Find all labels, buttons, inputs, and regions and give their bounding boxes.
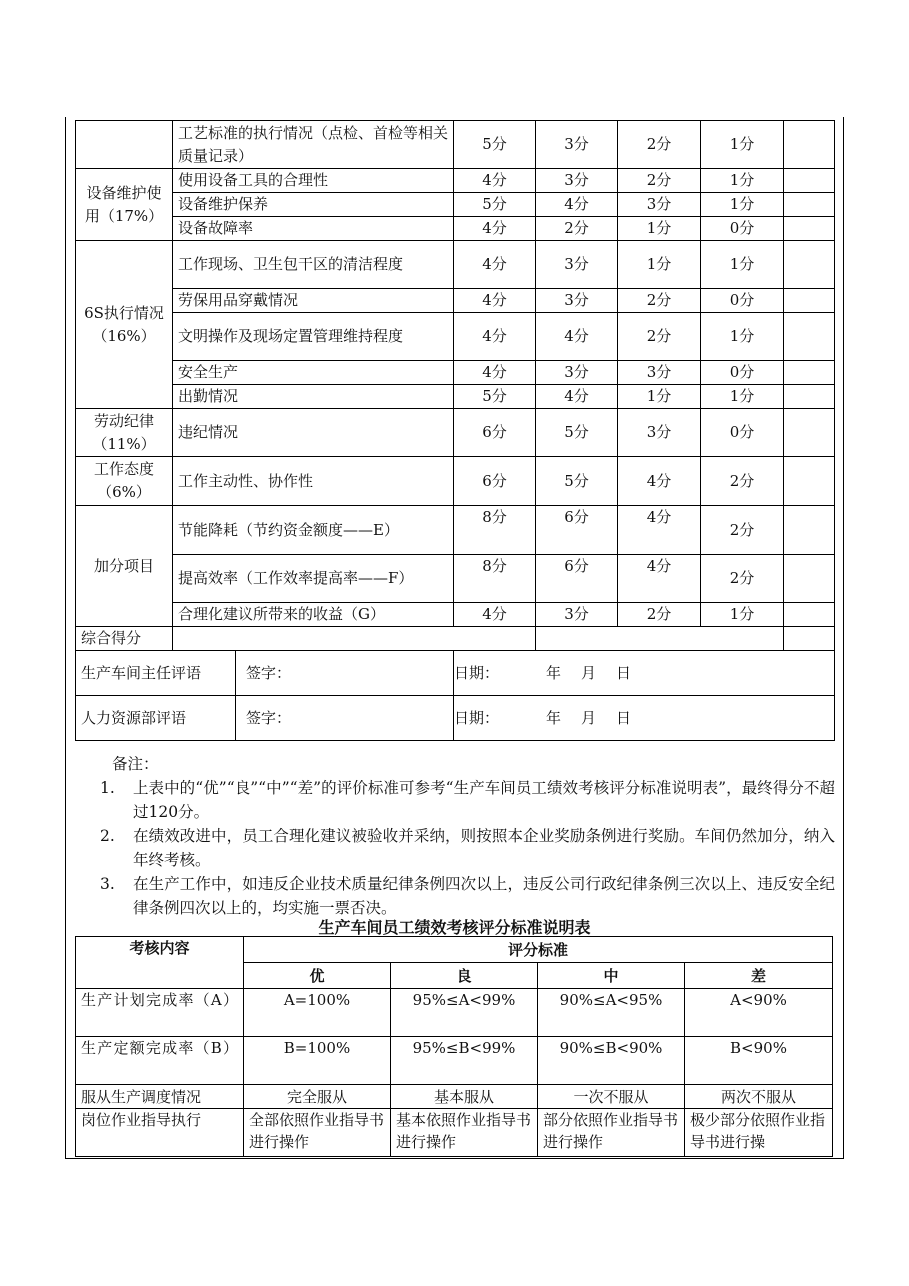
note-number: 1. — [100, 779, 115, 797]
blank-cell — [784, 555, 835, 603]
table-row — [76, 1109, 833, 1157]
score-cell: 5分 — [454, 385, 536, 409]
score-cell: 1分 — [701, 603, 784, 627]
grade-header: 优 — [244, 963, 391, 989]
score-cell: 1分 — [701, 241, 784, 289]
score-cell: 4分 — [454, 603, 536, 627]
table-row — [76, 193, 835, 217]
standard-cell: 一次不服从 — [538, 1085, 685, 1109]
score-cell: 4分 — [454, 361, 536, 385]
hr-sign-area — [236, 696, 453, 740]
score-cell: 6分 — [454, 409, 536, 457]
score-cell: 4分 — [536, 385, 618, 409]
table-row — [76, 409, 835, 457]
blank-cell — [784, 627, 835, 651]
note-text: 在绩效改进中，员工合理化建议被验收并采纳，则按照本企业奖励条例进行奖励。车间仍然加分，纳入年终考核。 — [133, 827, 835, 869]
standard-cell: 90%≤B<90% — [538, 1037, 685, 1085]
score-cell: 3分 — [618, 409, 701, 457]
standard-cell: 完全服从 — [244, 1085, 391, 1109]
note-item — [100, 776, 835, 824]
item-cell: 合理化建议所带来的收益（G） — [173, 603, 454, 627]
grade-header: 差 — [685, 963, 833, 989]
score-cell: 3分 — [618, 361, 701, 385]
score-cell: 0分 — [701, 217, 784, 241]
hr-comment-label: 人力资源部评语 — [76, 696, 236, 740]
director-comment-label: 生产车间主任评语 — [76, 651, 236, 695]
table-row — [76, 385, 835, 409]
sign-label: 签字： — [246, 663, 292, 682]
standard-cell: B=100% — [244, 1037, 391, 1085]
blank-cell — [784, 313, 835, 361]
score-cell: 6分 — [454, 457, 536, 506]
score-cell: 2分 — [536, 217, 618, 241]
date-label: 日期： — [454, 663, 500, 682]
blank-cell — [784, 193, 835, 217]
blank-cell — [784, 409, 835, 457]
score-cell: 3分 — [536, 289, 618, 313]
hr-comment-container — [76, 696, 454, 741]
score-cell: 1分 — [701, 193, 784, 217]
standard-cell: 基本依照作业指导书进行操作 — [391, 1109, 538, 1157]
total-label: 综合得分 — [76, 627, 173, 651]
content-cell: 生产定额完成率（B） — [76, 1037, 244, 1085]
blank-cell — [784, 603, 835, 627]
score-cell: 1分 — [618, 385, 701, 409]
score-cell: 1分 — [701, 169, 784, 193]
standard-cell: 极少部分依照作业指导书进行操 — [685, 1109, 833, 1157]
blank-cell — [784, 506, 835, 555]
score-cell: 3分 — [536, 169, 618, 193]
item-cell: 文明操作及现场定置管理维持程度 — [173, 313, 454, 361]
score-cell: 4分 — [618, 457, 701, 506]
item-cell: 安全生产 — [173, 361, 454, 385]
director-sign-area — [236, 651, 453, 695]
score-cell: 8分 — [454, 506, 536, 555]
score-cell: 0分 — [701, 361, 784, 385]
note-item — [100, 872, 835, 920]
category-cell: 6S执行情况（16%） — [76, 241, 173, 409]
standard-header: 评分标准 — [244, 937, 833, 963]
score-cell: 2分 — [618, 313, 701, 361]
category-cell: 劳动纪律（11%） — [76, 409, 173, 457]
score-cell: 2分 — [701, 457, 784, 506]
score-cell: 1分 — [618, 217, 701, 241]
score-cell: 4分 — [536, 313, 618, 361]
score-cell: 2分 — [618, 121, 701, 169]
director-comment-row — [76, 651, 835, 696]
note-number: 3. — [100, 875, 115, 893]
content-cell: 岗位作业指导执行 — [76, 1109, 244, 1157]
item-cell: 设备维护保养 — [173, 193, 454, 217]
score-cell: 4分 — [454, 241, 536, 289]
table-row — [76, 289, 835, 313]
item-cell: 劳保用品穿戴情况 — [173, 289, 454, 313]
score-cell: 4分 — [618, 555, 701, 603]
item-cell: 设备故障率 — [173, 217, 454, 241]
grade-header: 中 — [538, 963, 685, 989]
score-cell: 4分 — [454, 217, 536, 241]
total-blank-cell — [536, 627, 784, 651]
table-row — [76, 361, 835, 385]
blank-cell — [784, 385, 835, 409]
table-row — [76, 555, 835, 603]
score-cell: 3分 — [618, 193, 701, 217]
item-cell: 工作现场、卫生包干区的清洁程度 — [173, 241, 454, 289]
item-cell: 出勤情况 — [173, 385, 454, 409]
item-cell: 提高效率（工作效率提高率——F） — [173, 555, 454, 603]
score-cell: 6分 — [536, 555, 618, 603]
score-cell: 0分 — [701, 289, 784, 313]
table-row — [76, 989, 833, 1037]
score-cell: 1分 — [701, 313, 784, 361]
score-cell: 2分 — [618, 169, 701, 193]
note-number: 2. — [100, 827, 115, 845]
content-cell: 服从生产调度情况 — [76, 1085, 244, 1109]
grade-header: 良 — [391, 963, 538, 989]
blank-cell — [784, 241, 835, 289]
standard-cell: 部分依照作业指导书进行操作 — [538, 1109, 685, 1157]
table-row — [76, 313, 835, 361]
total-value-cell — [173, 627, 536, 651]
item-cell: 违纪情况 — [173, 409, 454, 457]
standard-cell: B<90% — [685, 1037, 833, 1085]
sign-label: 签字： — [246, 708, 292, 727]
content-cell: 生产计划完成率（A） — [76, 989, 244, 1037]
blank-cell — [784, 289, 835, 313]
score-cell: 0分 — [701, 409, 784, 457]
score-cell: 2分 — [618, 603, 701, 627]
category-cell — [76, 121, 173, 169]
score-cell: 4分 — [618, 506, 701, 555]
score-cell: 1分 — [701, 385, 784, 409]
note-text: 上表中的“优”“良”“中”“差”的评价标准可参考“生产车间员工绩效考核评分标准说明表”，最终得分不超过120分。 — [133, 779, 835, 821]
standard-cell: 基本服从 — [391, 1085, 538, 1109]
standard-cell: 全部依照作业指导书进行操作 — [244, 1109, 391, 1157]
score-cell: 3分 — [536, 121, 618, 169]
blank-cell — [784, 121, 835, 169]
year-label: 年 — [546, 708, 562, 727]
blank-cell — [784, 217, 835, 241]
blank-cell — [784, 169, 835, 193]
score-cell: 4分 — [454, 169, 536, 193]
table-row — [76, 506, 835, 555]
score-cell: 2分 — [618, 289, 701, 313]
item-cell: 节能降耗（节约资金额度——E） — [173, 506, 454, 555]
table-row — [76, 1085, 833, 1109]
year-label: 年 — [546, 663, 562, 682]
blank-cell — [784, 361, 835, 385]
category-cell: 工作态度（6%） — [76, 457, 173, 506]
blank-cell — [784, 457, 835, 506]
item-cell: 使用设备工具的合理性 — [173, 169, 454, 193]
item-cell: 工作主动性、协作性 — [173, 457, 454, 506]
notes-heading: 备注： — [112, 755, 159, 773]
score-cell: 5分 — [536, 409, 618, 457]
table-row — [76, 457, 835, 506]
table-row — [76, 169, 835, 193]
total-row — [76, 627, 835, 651]
director-comment-container — [76, 651, 454, 696]
day-label: 日 — [616, 663, 632, 682]
month-label: 月 — [581, 663, 597, 682]
score-cell: 4分 — [454, 289, 536, 313]
notes-section — [100, 752, 835, 920]
standard-cell: A<90% — [685, 989, 833, 1037]
table-row — [76, 217, 835, 241]
table-row — [76, 603, 835, 627]
director-date-cell — [454, 651, 835, 696]
score-cell: 2分 — [701, 555, 784, 603]
score-cell: 3分 — [536, 361, 618, 385]
standard-table-title: 生产车间员工绩效考核评分标准说明表 — [318, 918, 591, 937]
table-row — [76, 241, 835, 289]
standard-table — [75, 936, 833, 1157]
month-label: 月 — [581, 708, 597, 727]
score-cell: 6分 — [536, 506, 618, 555]
hr-comment-row — [76, 696, 835, 741]
score-cell: 1分 — [618, 241, 701, 289]
category-cell: 加分项目 — [76, 506, 173, 627]
standard-cell: 90%≤A<95% — [538, 989, 685, 1037]
score-cell: 5分 — [454, 193, 536, 217]
score-cell: 2分 — [701, 506, 784, 555]
day-label: 日 — [616, 708, 632, 727]
score-cell: 4分 — [454, 313, 536, 361]
score-cell: 5分 — [536, 457, 618, 506]
category-cell: 设备维护使用（17%） — [76, 169, 173, 241]
hr-date-cell — [454, 696, 835, 741]
content-header: 考核内容 — [76, 937, 244, 989]
score-cell: 3分 — [536, 603, 618, 627]
standard-cell: 95%≤A<99% — [391, 989, 538, 1037]
score-cell: 1分 — [701, 121, 784, 169]
standard-cell: A=100% — [244, 989, 391, 1037]
standard-cell: 两次不服从 — [685, 1085, 833, 1109]
table-row — [76, 1037, 833, 1085]
standard-cell: 95%≤B<99% — [391, 1037, 538, 1085]
score-cell: 8分 — [454, 555, 536, 603]
item-cell: 工艺标准的执行情况（点检、首检等相关质量记录） — [173, 121, 454, 169]
note-text: 在生产工作中，如违反企业技术质量纪律条例四次以上，违反公司行政纪律条例三次以上、违反安全纪律条例四次以上的，均实施一票否决。 — [133, 875, 835, 917]
table-header-row — [76, 937, 833, 963]
note-item — [100, 824, 835, 872]
table-row — [76, 121, 835, 169]
score-cell: 4分 — [536, 193, 618, 217]
score-cell: 3分 — [536, 241, 618, 289]
evaluation-table — [75, 120, 835, 741]
date-label: 日期： — [454, 708, 500, 727]
score-cell: 5分 — [454, 121, 536, 169]
